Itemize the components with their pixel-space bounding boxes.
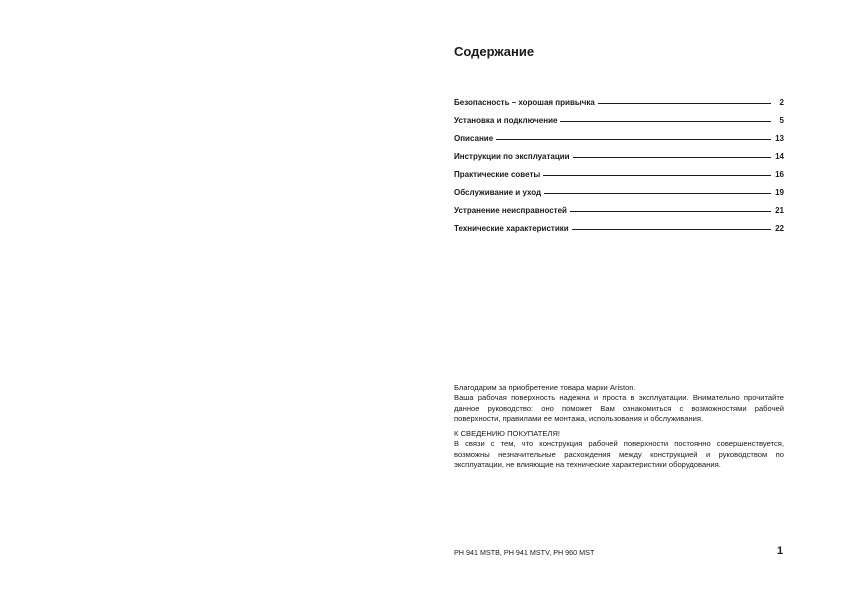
toc-entry[interactable] <box>454 152 784 170</box>
footer-model-list: PH 941 MSTB, PH 941 MSTV, PH 960 MST <box>454 548 595 557</box>
toc-entry-label: Безопасность – хорошая привычка <box>454 98 595 107</box>
toc-leader-line <box>560 121 771 122</box>
toc-leader-line <box>598 103 771 104</box>
page-title: Содержание <box>454 44 535 59</box>
toc-entry-label: Обслуживание и уход <box>454 188 542 197</box>
toc-entry-label: Установка и подключение <box>454 116 558 125</box>
page-number: 1 <box>777 545 784 557</box>
toc-entry[interactable] <box>454 116 784 134</box>
toc-leader-line <box>496 139 771 140</box>
intro-section <box>454 383 784 470</box>
toc-entry-page: 16 <box>775 170 784 179</box>
toc-leader-line <box>570 211 771 212</box>
toc-entry[interactable] <box>454 188 784 206</box>
toc-leader-line <box>573 157 771 158</box>
toc-entry-page: 22 <box>775 224 784 233</box>
toc-entry-page: 19 <box>775 188 784 197</box>
toc-entry[interactable] <box>454 206 784 224</box>
toc-entry-label: Практические советы <box>454 170 541 179</box>
toc-entry-label: Технические характеристики <box>454 224 569 233</box>
toc-leader-line <box>572 229 771 230</box>
toc-entry-page: 14 <box>775 152 784 161</box>
notice-heading: К СВЕДЕНИЮ ПОКУПАТЕЛЯ! <box>454 429 560 439</box>
toc-entry-label: Инструкции по эксплуатации <box>454 152 570 161</box>
toc-entry[interactable] <box>454 98 784 116</box>
description-text: Ваша рабочая поверхность надежна и проста в эксплуатации. Внимательно прочитайте данное руководство: оно поможет Вам ознакомиться с возможностями рабочей поверхности, правилами ее монтажа, использования и обслуживания. <box>454 393 784 423</box>
toc-entry[interactable] <box>454 224 784 242</box>
toc-entry-label: Устранение неисправностей <box>454 206 567 215</box>
toc-entry[interactable] <box>454 170 784 188</box>
toc-leader-line <box>543 175 771 176</box>
toc-entry-page: 5 <box>779 116 784 125</box>
toc-entry-page: 2 <box>779 98 784 107</box>
notice-text: В связи с тем, что конструкция рабочей поверхности постоянно совершенствуется, возможны незначительные расхождения между конструкцией и руководством по эксплуатации, не влияющие на технические характеристики оборудования. <box>454 439 784 470</box>
toc-entry-label: Описание <box>454 134 494 143</box>
toc-leader-line <box>544 193 771 194</box>
toc-entry-page: 13 <box>775 134 784 143</box>
thanks-text: Благодарим за приобретение товара марки Ariston. <box>454 383 636 392</box>
toc-entry-page: 21 <box>775 206 784 215</box>
table-of-contents <box>454 98 784 242</box>
toc-entry[interactable] <box>454 134 784 152</box>
